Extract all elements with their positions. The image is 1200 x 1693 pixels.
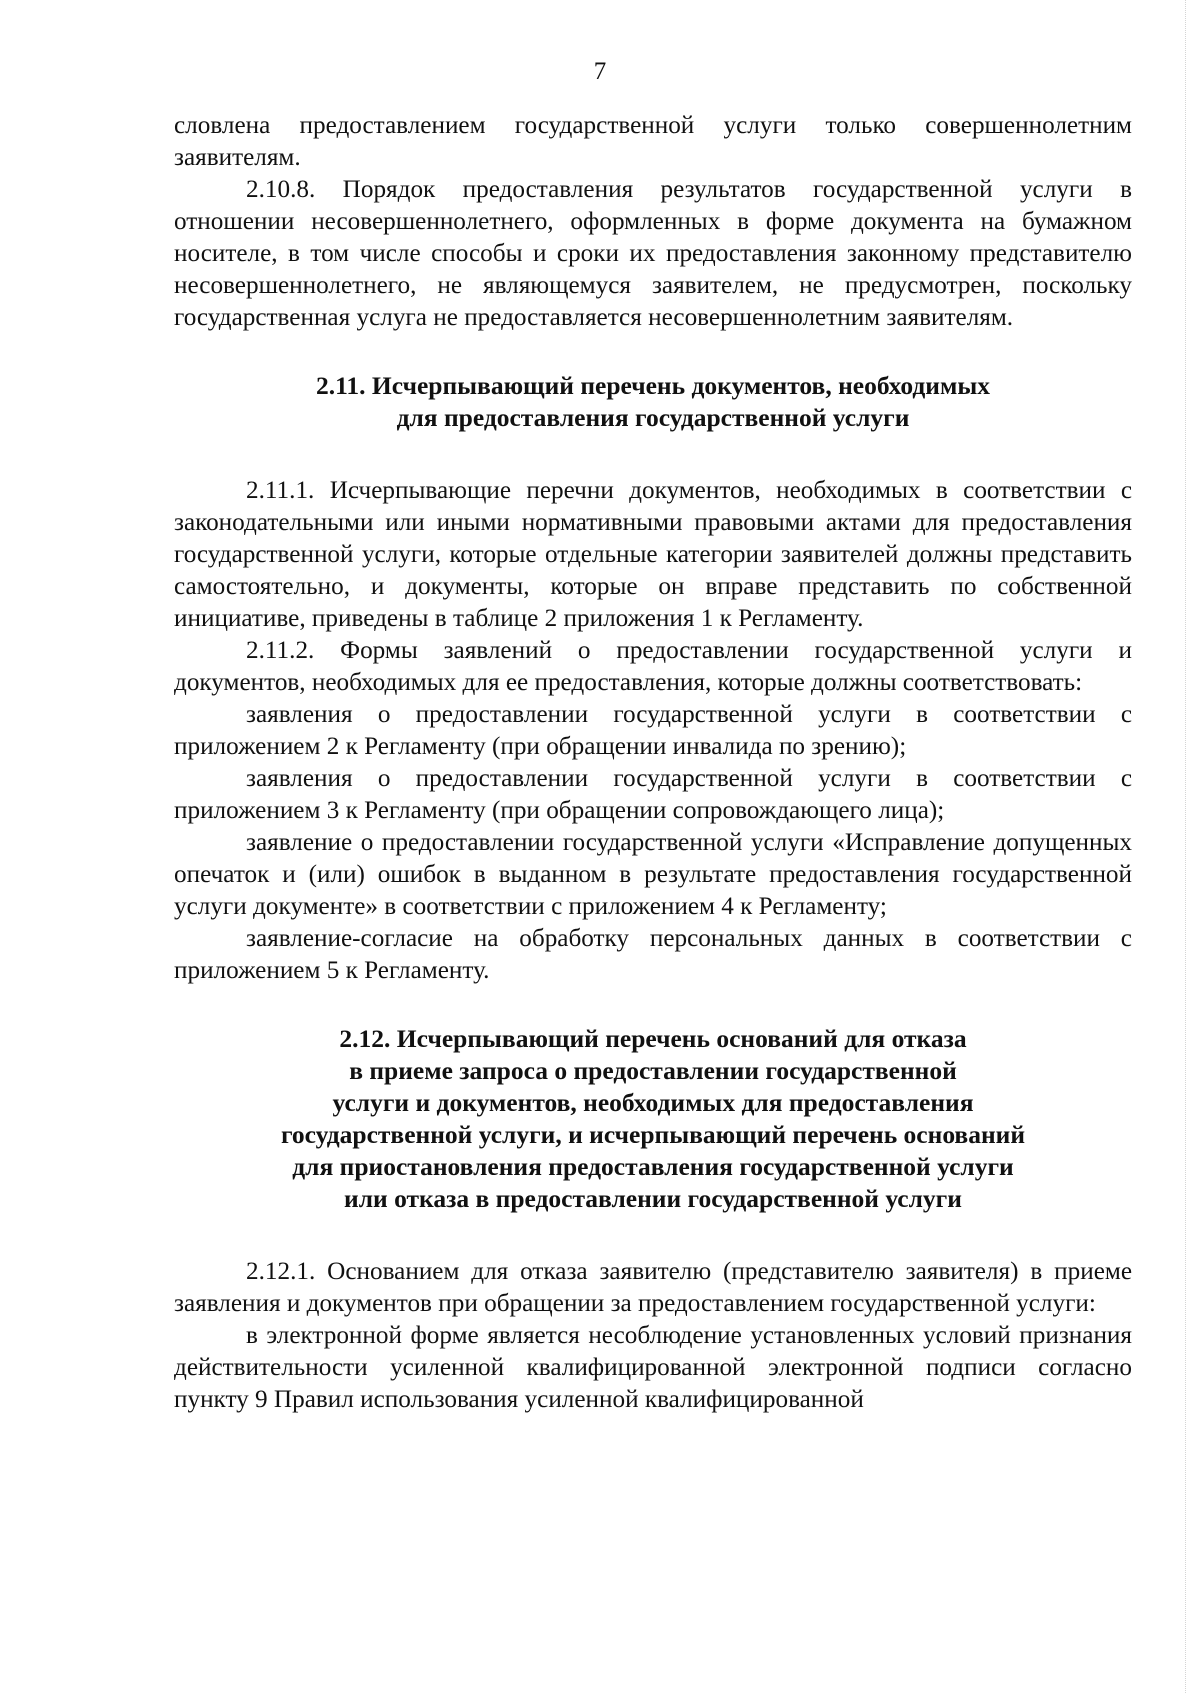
section-heading-2-12-line5: для приостановления предоставления государственной услуги: [292, 1152, 1014, 1181]
paragraph-2-10-8: 2.10.8. Порядок предоставления результатов государственной услуги в отношении несовершеннолетнего, оформленных в форме документа на бумажном носителе, в том числе способы и сроки их предоставления законному представителю несовершеннолетнего, не являющемуся заявителем, не предусмотрен, поскольку государственная услуга не предоставляется несовершеннолетним заявителям.: [174, 176, 1132, 331]
section-heading-2-12-line6: или отказа в предоставлении государственной услуги: [344, 1184, 962, 1213]
section-heading-2-11-line1: 2.11. Исчерпывающий перечень документов, необходимых: [315, 371, 991, 400]
section-heading-2-12-line2: в приеме запроса о предоставлении государственной: [349, 1056, 957, 1085]
section-heading-2-12-line1: 2.12. Исчерпывающий перечень оснований для отказа: [339, 1024, 967, 1053]
section-heading-2-11: [174, 370, 1132, 434]
document-body: [174, 110, 1132, 1416]
list-item-application-accompanying-person: заявления о предоставлении государственной услуги в соответствии с приложением 3 к Регламенту (при обращении сопровождающего лица);: [174, 765, 1132, 824]
list-item-application-visually-impaired: заявления о предоставлении государственной услуги в соответствии с приложением 2 к Регламенту (при обращении инвалида по зрению);: [174, 701, 1132, 760]
continuation-paragraph: словлена предоставлением государственной услуги только совершеннолетним заявителям.: [174, 112, 1132, 171]
paragraph-electronic-form: в электронной форме является несоблюдение установленных условий признания действительности усиленной квалифицированной электронной подписи согласно пункту 9 Правил использования усиленной квалифицированной: [174, 1322, 1132, 1413]
list-item-application-correction: заявление о предоставлении государственной услуги «Исправление допущенных опечаток и (или) ошибок в выданном в результате предоставления государственной услуги документе» в соответствии с приложением 4 к Регламенту;: [174, 829, 1132, 920]
page-number: 7: [593, 58, 607, 85]
list-item-consent-personal-data: заявление-согласие на обработку персональных данных в соответствии с приложением 5 к Регламенту.: [174, 925, 1132, 984]
paragraph-2-11-1: 2.11.1. Исчерпывающие перечни документов, необходимых в соответствии с законодательными или иными нормативными правовыми актами для предоставления государственной услуги, которые отдельные категории заявителей должны представить самостоятельно, и документы, которые он вправе представить по собственной инициативе, приведены в таблице 2 приложения 1 к Регламенту.: [174, 477, 1132, 632]
paragraph-2-12-1: 2.12.1. Основанием для отказа заявителю (представителю заявителя) в приеме заявления и документов при обращении за предоставлением государственной услуги:: [174, 1258, 1132, 1317]
section-heading-2-11-line2: для предоставления государственной услуги: [396, 403, 910, 432]
section-heading-2-12-line3: услуги и документов, необходимых для предоставления: [332, 1088, 974, 1117]
scan-edge-marks: [1185, 0, 1192, 1693]
section-heading-2-12: [174, 1023, 1132, 1215]
section-heading-2-12-line4: государственной услуги, и исчерпывающий перечень оснований: [280, 1120, 1026, 1149]
paragraph-2-11-2: 2.11.2. Формы заявлений о предоставлении государственной услуги и документов, необходимых для ее предоставления, которые должны соответствовать:: [174, 637, 1132, 696]
